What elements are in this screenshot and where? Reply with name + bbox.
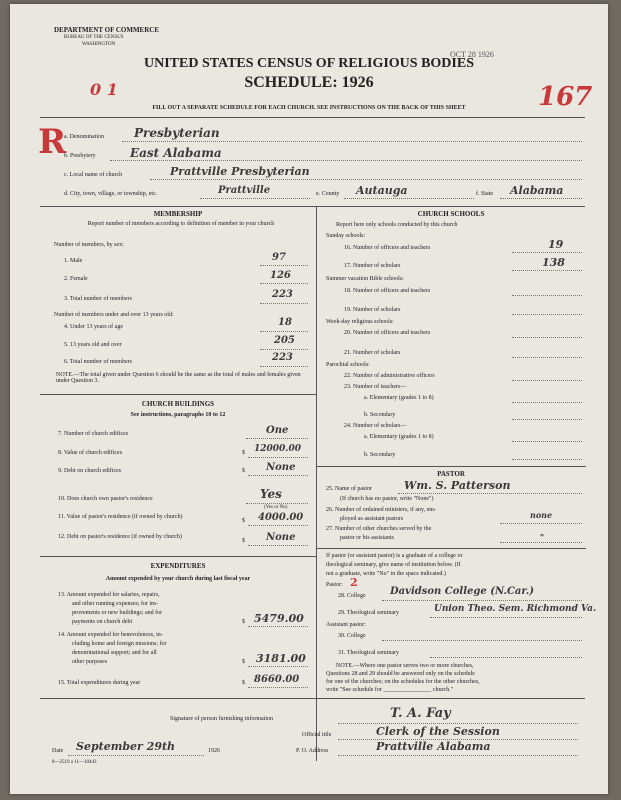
q9-label: 9. Debt on church edifices	[58, 468, 122, 474]
received-stamp: OCT 28 1926	[450, 50, 494, 59]
q14-line4: other purposes	[72, 659, 108, 665]
q17-label: 17. Number of scholars	[344, 263, 401, 269]
q25-label: 25. Name of pastor	[326, 486, 372, 492]
buildings-heading: CHURCH BUILDINGS	[141, 400, 215, 408]
q26-line2: ployed as assistant pastors	[340, 516, 404, 522]
schedule-title: SCHEDULE: 1926	[244, 74, 374, 91]
q24b-label: b. Secondary	[364, 452, 396, 458]
q28-value: Davidson College (N.Car.)	[390, 586, 534, 597]
q4-label: 4. Under 13 years of age	[64, 324, 123, 330]
form-number: 8—2519 a 11—10443	[52, 760, 97, 765]
by-sex-label: Number of members, by sex:	[54, 242, 124, 248]
po-address-label: P. O. Address	[296, 748, 329, 754]
q5-value: 205	[274, 335, 295, 346]
bureau-city: WASHINGTON	[82, 42, 116, 47]
fill-instruction: FILL OUT A SEPARATE SCHEDULE FOR EACH CHURCH. SEE INSTRUCTIONS ON THE BACK OF THIS SHEET	[152, 105, 466, 111]
q10-label: 10. Does church own pastor's residence	[58, 496, 153, 502]
q11-value: 4000.00	[258, 512, 304, 523]
q24a-label: a. Elementary (grades 1 to 8)	[364, 434, 434, 440]
expenditures-subtitle: Amount expended by your church during last fiscal year	[105, 576, 251, 582]
handwritten-mark-right: 167	[538, 82, 593, 112]
q13-line1: 13. Amount expended for salaries, repairs,	[58, 592, 160, 598]
grad-note-2: theological seminary, give name of institution below. (If	[326, 562, 461, 568]
census-schedule-page: DEPARTMENT OF COMMERCE BUREAU OF THE CENSUS WASHINGTON OCT 28 1926 UNITED STATES CENSUS OF RELIGIOUS BODIES SCHEDULE: 1926 0 1 167 FILL OUT A SEPARATE SCHEDULE FOR EACH CHURCH. SEE INSTRUCTIONS ON THE BACK OF THIS SHEET R a. Denomination Presbyterian b. Presbytery East Alabama c. Local name of church Prattville Presbyterian d. City, town, village, or township, etc. Prattville e. County Autauga f. State Alabama MEMBERSHIP Report number of members according to definition of member in your church Number of members, by sex: 1. Male 97 2. Female 126 3. Total number of members 223 Number of members under and over 13 years old: 4. Under 13 years of age 18 5. 13 years old and over 205 6. Total number of members 223 NOTE.—The total given under Question 6 should be the same as the total of males and females given under Question 3. CHURCH BUILDINGS See instructions, paragraphs 10 to 12 7. Number of church edifices One 8. Value of church edifices $ 12000.00 9. Debt on church edifices $ None 10. Does church own pastor's residence Yes (Yes or No) 11. Value of pastor's residence (if owned by church) $ 4000.00 12. Debt on pastor's residence (if owned by church) $ None EXPENDITURES Amount expended by your church during last fiscal year 13. Amount expended for salaries, repairs, and other running expenses; for im- provements or new buildings; and for payments on church debt $ 5479.00 14. Amount expended for benevolences, in- cluding home and foreign missions; for denominational support; and for all other purposes $ 3181.00 15. Total expenditures during year $ 8660.00 CHURCH SCHOOLS Report here only schools conducted by this church Sunday schools: 16. Number of officers and teachers 19 17. Number of scholars 138 Summer vacation Bible schools: 18. Number of officers and teachers 19. Number of scholars Week-day religious schools: 20. Number of officers and teachers 21. Number of scholars Parochial schools: 22. Number of administrative officers 23. Number of teachers— a. Elementary (grades 1 to 8) b. Secondary 24. Number of scholars— a. Elementary (grades 1 to 8) b. Secondary PASTOR 25. Name of pastor Wm. S. Patterson (If church has no pastor, write "None") 26. Number of ordained ministers, if any, em- ployed as assistant pastors none 27. Number of other churches served by the pastor or his assistants " If pastor (or assistant pastor) is a graduate of a college or theological seminary, give name of institution below. (If not a graduate, write "No" in the space indicated.) Pastor: 2 28. College Davidson College (N.Car.) 29. Theological seminary Union Theo. Sem. Richmond Va. Assistant pastor: 30. College 31. Theological seminary NOTE.—Where one pastor serves two or more churches, Questions 28 and 29 should be answered only on the schedule for one of the churches; on the schedules for the other churches, write "See schedule for ________________ church." Signature of person furnishing information T. A. Fay Official title Clerk of the Session Date September 29th 1926 P. O. Address Prattville Alabama 8—2519 a 11—10443	[10, 4, 608, 794]
q28-label: 28. College	[338, 593, 366, 599]
buildings-subtitle: See instructions, paragraphs 10 to 12	[130, 412, 226, 418]
q25-note: (If church has no pastor, write "None")	[340, 496, 434, 502]
q21-label: 21. Number of scholars	[344, 350, 401, 356]
q31-label: 31. Theological seminary	[338, 650, 400, 656]
summer-label: Summer vacation Bible schools:	[326, 276, 404, 282]
q10-value: Yes	[260, 487, 282, 501]
church-name-value: Prattville Presbyterian	[170, 165, 310, 178]
county-label: e. County	[316, 191, 340, 197]
q8-label: 8. Value of church edifices	[58, 450, 123, 456]
q14-line3: denominational support; and for all	[72, 650, 157, 656]
q20-label: 20. Number of officers and teachers	[344, 330, 431, 336]
q24-label: 24. Number of scholars—	[344, 423, 407, 429]
assistant-sublabel: Assistant pastor:	[326, 622, 366, 628]
membership-note: NOTE.—The total given under Question 6 should be the same as the total of males and females given under Question 3.	[56, 372, 301, 384]
po-address-value: Prattville Alabama	[376, 740, 491, 753]
church-name-label: c. Local name of church	[64, 172, 123, 178]
pastor-heading: PASTOR	[437, 470, 465, 478]
q12-value: None	[266, 532, 296, 543]
denomination-value: Presbyterian	[134, 126, 220, 140]
q27-value: "	[540, 532, 545, 542]
q12-label: 12. Debt on pastor's residence (if owned by church)	[58, 534, 182, 540]
handwritten-mark-r: R	[38, 122, 67, 162]
membership-subtitle: Report number of members according to definition of member in your church	[87, 221, 275, 227]
sunday-label: Sunday schools:	[326, 233, 366, 239]
q22-label: 22. Number of administrative officers	[344, 373, 435, 379]
q7-label: 7. Number of church edifices	[58, 431, 129, 437]
county-value: Autauga	[356, 184, 408, 197]
q16-label: 16. Number of officers and teachers	[344, 245, 431, 251]
q15-label: 15. Total expenditures during year	[58, 680, 141, 686]
parochial-label: Parochial schools:	[326, 362, 370, 368]
date-year: 1926	[208, 748, 220, 754]
presbytery-label: b. Presbytery	[64, 153, 96, 159]
q14-line1: 14. Amount expended for benevolences, in-	[58, 632, 163, 638]
q26-value: none	[530, 510, 553, 520]
q9-value: None	[266, 462, 296, 473]
q15-value: 8660.00	[254, 674, 300, 685]
signature-label: Signature of person furnishing information	[170, 716, 273, 722]
q13-line4: payments on church debt	[72, 619, 133, 625]
city-value: Prattville	[218, 185, 271, 196]
q6-value: 223	[272, 352, 293, 363]
presbytery-value: East Alabama	[130, 146, 222, 160]
q2-label: 2. Female	[64, 276, 88, 282]
grad-note-1: If pastor (or assistant pastor) is a graduate of a college or	[326, 553, 463, 559]
q23a-label: a. Elementary (grades 1 to 8)	[364, 395, 434, 401]
q11-label: 11. Value of pastor's residence (if owned by church)	[58, 514, 183, 520]
q14-dollar: $	[242, 659, 245, 665]
date-label: Date	[52, 748, 64, 754]
signature-value: T. A. Fay	[390, 706, 451, 721]
q7-value: One	[266, 425, 289, 436]
q23-label: 23. Number of teachers—	[344, 384, 407, 390]
q16-value: 19	[548, 238, 564, 251]
denomination-label: a. Denomination	[64, 134, 104, 140]
q2-value: 126	[270, 270, 291, 281]
schools-heading: CHURCH SCHOOLS	[417, 210, 485, 218]
q3-value: 223	[272, 289, 293, 300]
age-label: Number of members under and over 13 years old:	[54, 312, 174, 318]
form-title: UNITED STATES CENSUS OF RELIGIOUS BODIES	[143, 56, 474, 71]
q18-label: 18. Number of officers and teachers	[344, 288, 431, 294]
handwritten-mark-left: 0 1	[90, 80, 118, 99]
q30-label: 30. College	[338, 633, 366, 639]
q8-dollar: $	[242, 450, 245, 456]
q27-line2: pastor or his assistants	[340, 535, 394, 541]
q6-label: 6. Total number of members	[64, 359, 132, 365]
department-name: DEPARTMENT OF COMMERCE	[54, 26, 160, 34]
q5-label: 5. 13 years old and over	[64, 342, 122, 348]
q25-value: Wm. S. Patterson	[404, 479, 511, 492]
pastor-note-2: Questions 28 and 29 should be answered only on the schedule	[326, 671, 475, 677]
pastor-note-3: for one of the churches; on the schedules for the other churches,	[326, 679, 480, 685]
state-value: Alabama	[510, 184, 564, 197]
q12-dollar: $	[242, 538, 245, 544]
official-title-label: Official title	[302, 732, 332, 738]
q11-dollar: $	[242, 518, 245, 524]
q13-line3: provements or new buildings; and for	[72, 610, 163, 616]
pastor-sublabel: Pastor:	[326, 582, 343, 588]
grad-note-3: not a graduate, write "No" in the space indicated.)	[326, 571, 446, 577]
q13-line2: and other running expenses; for im-	[72, 601, 158, 607]
q13-value: 5479.00	[254, 612, 304, 625]
q26-line1: 26. Number of ordained ministers, if any, em-	[326, 507, 436, 513]
q29-label: 29. Theological seminary	[338, 610, 400, 616]
q1-label: 1. Male	[64, 258, 83, 264]
bureau-name: BUREAU OF THE CENSUS	[64, 35, 124, 40]
expenditures-heading: EXPENDITURES	[150, 562, 206, 570]
q29-value: Union Theo. Sem. Richmond Va.	[434, 604, 597, 614]
q4-value: 18	[278, 317, 292, 328]
q13-dollar: $	[242, 619, 245, 625]
state-label: f. State	[476, 191, 493, 197]
schools-subtitle: Report here only schools conducted by this church	[336, 222, 458, 228]
date-value: September 29th	[76, 740, 176, 753]
q19-label: 19. Number of scholars	[344, 307, 401, 313]
q9-dollar: $	[242, 468, 245, 474]
q23b-label: b. Secondary	[364, 412, 396, 418]
q17-value: 138	[542, 256, 565, 269]
q14-line2: cluding home and foreign missions; for	[72, 641, 167, 647]
q8-value: 12000.00	[254, 444, 301, 454]
membership-heading: MEMBERSHIP	[153, 210, 203, 218]
city-label: d. City, town, village, or township, etc.	[64, 191, 158, 197]
q1-value: 97	[272, 252, 286, 263]
official-title-value: Clerk of the Session	[376, 725, 500, 738]
q27-line1: 27. Number of other churches served by the	[326, 526, 432, 532]
weekday-label: Week-day religious schools:	[326, 319, 394, 325]
q3-label: 3. Total number of members	[64, 296, 132, 302]
q14-value: 3181.00	[256, 652, 306, 665]
q15-dollar: $	[242, 680, 245, 686]
pastor-note-4: write "See schedule for ________________ church."	[326, 687, 454, 693]
pastor-note-1: NOTE.—Where one pastor serves two or more churches,	[336, 663, 474, 669]
yes-no-hint: (Yes or No)	[264, 505, 288, 510]
